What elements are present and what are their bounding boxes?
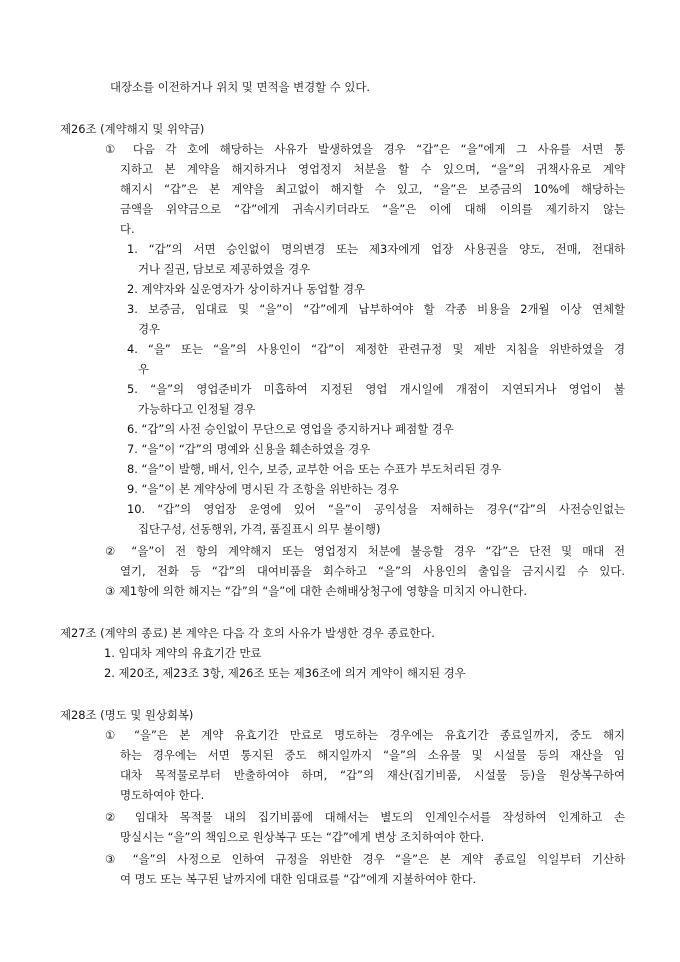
art26-item3-line1: 3. 보증금, 임대료 및 “을”이 “갑”에게 납부하여야 할 각종 비용을 2개월 이상 연체할 xyxy=(127,302,625,316)
art28-para1-line4: 명도하여야 한다. xyxy=(120,788,205,802)
art26-item10-line2: 집단구성, 선동행위, 가격, 품질표시 의무 불이행) xyxy=(138,522,381,536)
art26-item4-line1: 4. “을” 또는 “을”의 사용인이 “갑”이 제정한 관련규정 및 제반 지침을 위반하였을 경 xyxy=(127,342,625,356)
art26-item3-line2: 경우 xyxy=(138,322,161,336)
article-26-title: 제26조 (계약해지 및 위약금) xyxy=(60,122,205,136)
art28-para3-line1: ③ “을”의 사정으로 인하여 규정을 위반한 경우 “을”은 본 계약 종료일 익일부터 기산하 xyxy=(105,852,625,866)
art28-para1-line3: 대차 목적물로부터 반출하여야 하며, “갑”의 재산(집기비품, 시설물 등)을 원상복구하여 xyxy=(120,768,625,782)
article-28-title: 제28조 (명도 및 원상회복) xyxy=(60,708,194,722)
art26-para1-line4: 금액을 위약금으로 “갑”에게 귀속시키더라도 “을”은 이에 대해 이의를 제기하지 않는 xyxy=(120,202,625,216)
art26-item2: 2. 계약자와 실운영자가 상이하거나 동업할 경우 xyxy=(127,282,366,296)
art28-para1-line2: 하는 경우에는 서면 통지된 중도 해지일까지 “을”의 소유물 및 시설물 등의 재산을 임 xyxy=(120,748,625,762)
article-27-title: 제27조 (계약의 종료) 본 계약은 다음 각 호의 사유가 발생한 경우 종료한다. xyxy=(60,626,435,640)
art26-item7: 7. “을”이 “갑”의 명예와 신용을 훼손하였을 경우 xyxy=(127,442,371,456)
art26-para2-line1: ② “을”이 전 항의 계약해지 또는 영업정지 처분에 불응할 경우 “갑”은 단전 및 매대 전 xyxy=(105,544,625,558)
art26-item5-line2: 가능하다고 인정될 경우 xyxy=(138,402,256,416)
art26-item8: 8. “을”이 발행, 배서, 인수, 보증, 교부한 어음 또는 수표가 부도처리된 경우 xyxy=(127,462,502,476)
art26-para3: ③ 제1항에 의한 해지는 “갑”의 “을”에 대한 손해배상청구에 영향을 미치지 아니한다. xyxy=(105,584,527,598)
art28-para2-line1: ② 임대차 목적물 내의 집기비품에 대해서는 별도의 인계인수서를 작성하여 인계하고 손 xyxy=(105,810,625,824)
art26-para1-line3: 해지시 “갑”은 본 계약을 최고없이 해지할 수 있고, “을”은 보증금의 10%에 해당하는 xyxy=(120,182,625,196)
art26-item1-line2: 거나 질권, 담보로 제공하였을 경우 xyxy=(138,262,311,276)
art28-para1-line1: ① “을”은 본 계약 유효기간 만료로 명도하는 경우에는 유효기간 종료일까지, 중도 해지 xyxy=(105,728,625,742)
art27-item1: 1. 임대차 계약의 유효기간 만료 xyxy=(104,646,262,660)
art26-para1-line5: 다. xyxy=(120,222,135,236)
art27-item2: 2. 제20조, 제23조 3항, 제26조 또는 제36조에 의거 계약이 해지된 경우 xyxy=(104,666,466,680)
art26-item5-line1: 5. “을”의 영업준비가 미흡하여 지정된 영업 개시일에 개점이 지연되거나 영업이 불 xyxy=(127,382,625,396)
art26-item10-line1: 10. “갑”의 영업장 운영에 있어 “을”이 공익성을 저해하는 경우(“갑”의 사전승인없는 xyxy=(127,502,625,516)
art26-item6: 6. “갑”의 사전 승인없이 무단으로 영업을 중지하거나 폐점할 경우 xyxy=(127,422,454,436)
art26-para2-line2: 열기, 전화 등 “갑”의 대여비품을 회수하고 “을”의 사용인의 출입을 금지시킬 수 있다. xyxy=(120,564,625,578)
art26-item9: 9. “을”이 본 계약상에 명시된 각 조항을 위반하는 경우 xyxy=(127,482,399,496)
art28-para3-line2: 여 명도 또는 복구된 날까지에 대한 임대료를 “갑”에게 지불하여야 한다. xyxy=(120,872,477,886)
art26-item4-line2: 우 xyxy=(138,362,150,376)
art26-para1-line2: 지하고 본 계약을 해지하거나 영업정지 처분을 할 수 있으며, “을”의 귀책사유로 계약 xyxy=(120,162,625,176)
art28-para2-line2: 망실시는 “을”의 책임으로 원상복구 또는 “갑”에게 변상 조치하여야 한다. xyxy=(120,830,485,844)
intro-line: 대장소를 이전하거나 위치 및 면적을 변경할 수 있다. xyxy=(110,80,371,94)
art26-para1-line1: ① 다음 각 호에 해당하는 사유가 발생하였을 경우 “갑”은 “을”에게 그 사유를 서면 통 xyxy=(105,142,625,156)
art26-item1-line1: 1. “갑”의 서면 승인없이 명의변경 또는 제3자에게 업장 사용권을 양도, 전매, 전대하 xyxy=(127,242,625,256)
